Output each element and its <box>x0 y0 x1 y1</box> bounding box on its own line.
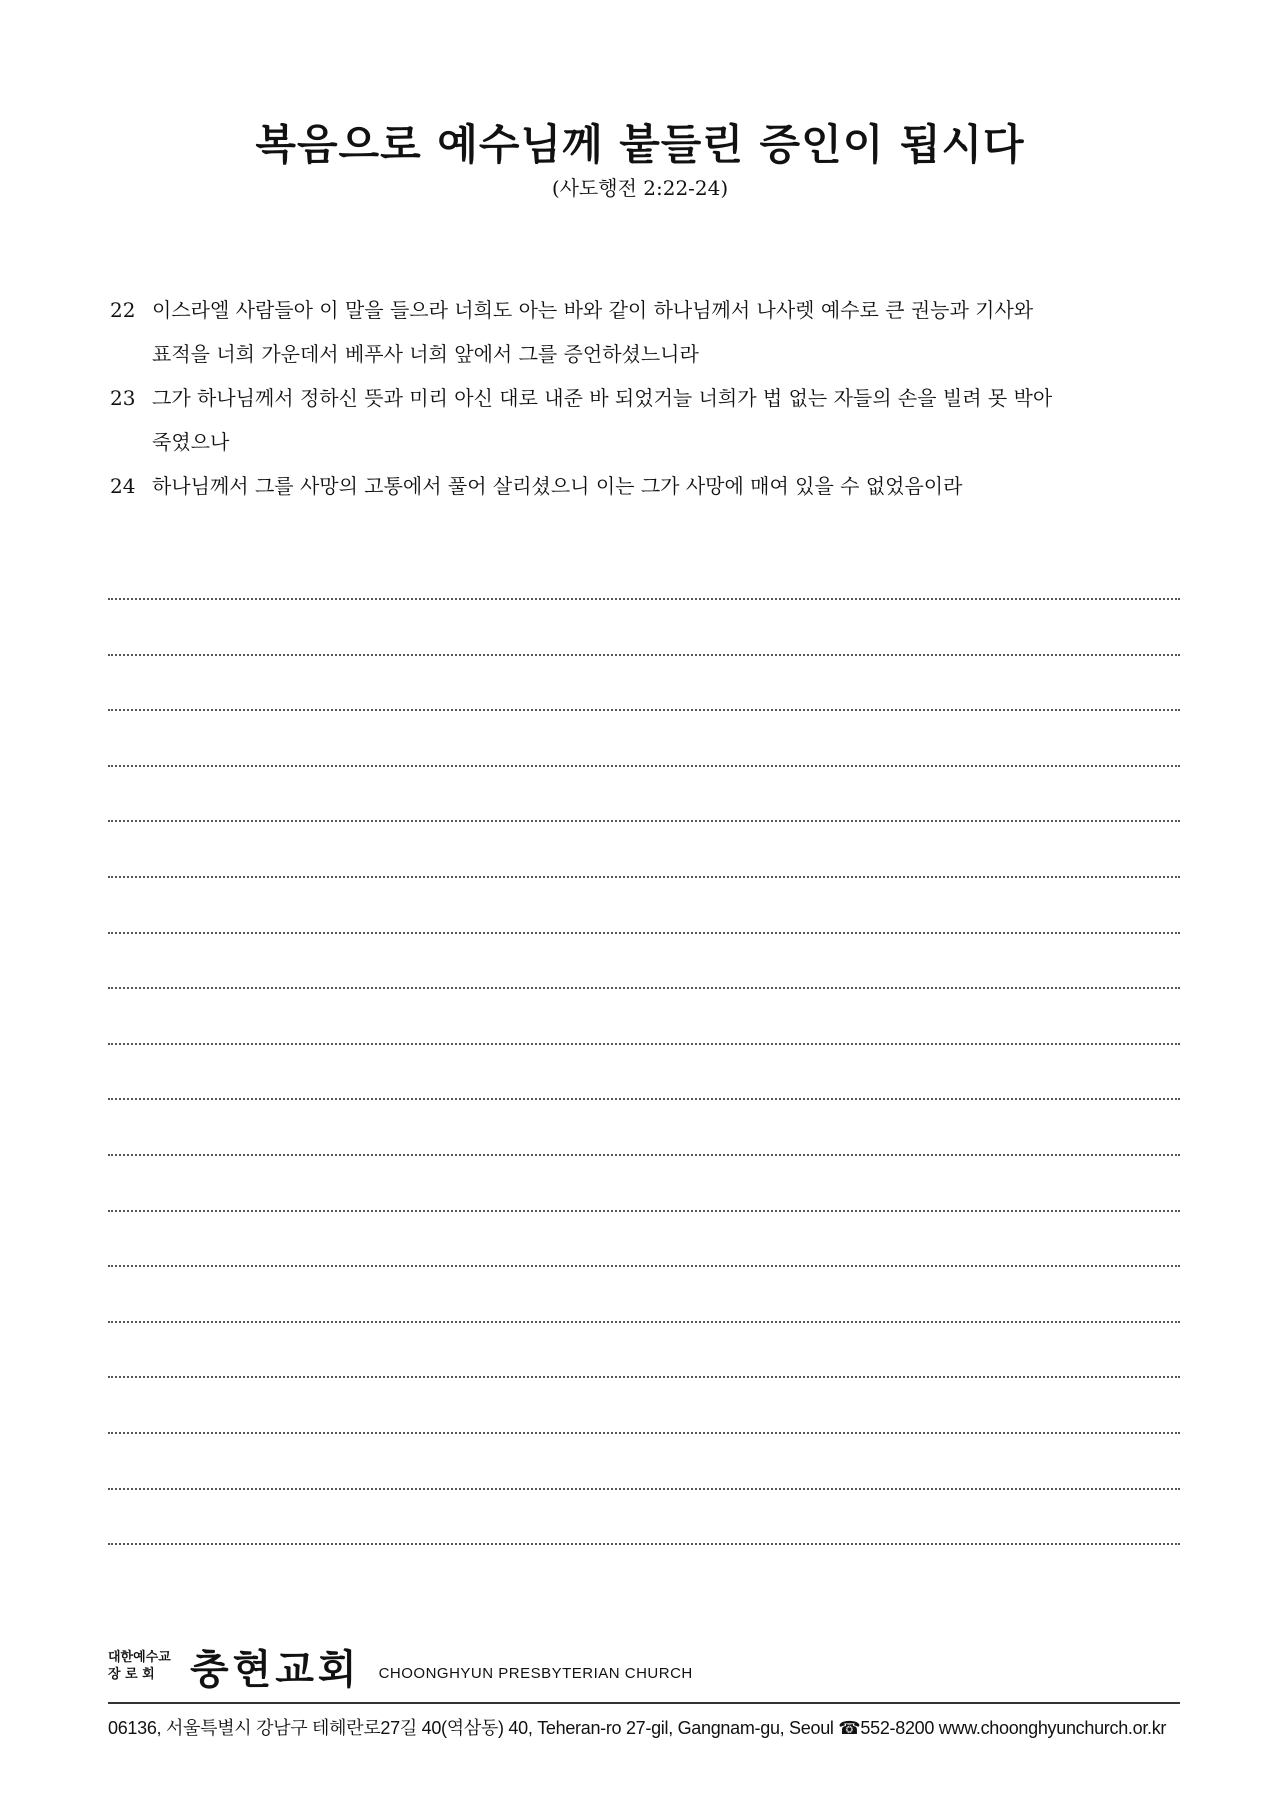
footer <box>108 1640 1180 1740</box>
logo-denomination-line1: 대한예수교 <box>108 1650 171 1665</box>
verse-23 <box>110 376 1180 464</box>
verse-text: 이스라엘 사람들아 이 말을 들으라 너희도 아는 바와 같이 하나님께서 나사렛 예수로 큰 권능과 기사와 <box>152 298 1034 322</box>
verse-number: 22 <box>110 298 136 322</box>
notes-area[interactable] <box>108 598 1180 1599</box>
note-line[interactable] <box>108 1043 1180 1045</box>
note-line[interactable] <box>108 987 1180 989</box>
note-line[interactable] <box>108 932 1180 934</box>
footer-divider <box>108 1702 1180 1704</box>
church-english-name: CHOONGHYUN PRESBYTERIAN CHURCH <box>378 1664 693 1682</box>
verse-text-continued: 죽였으나 <box>152 430 230 454</box>
note-line[interactable] <box>108 1543 1180 1545</box>
verse-number: 23 <box>110 386 136 410</box>
note-line[interactable] <box>108 1265 1180 1267</box>
note-line[interactable] <box>108 1376 1180 1378</box>
note-line[interactable] <box>108 709 1180 711</box>
logo-denomination-line2: 장 로 회 <box>108 1667 155 1682</box>
note-line[interactable] <box>108 1321 1180 1323</box>
note-line[interactable] <box>108 598 1180 600</box>
note-line[interactable] <box>108 765 1180 767</box>
note-line[interactable] <box>108 1432 1180 1434</box>
page-title: 복음으로 예수님께 붙들린 증인이 됩시다 <box>255 120 1025 169</box>
note-line[interactable] <box>108 1210 1180 1212</box>
note-line[interactable] <box>108 1488 1180 1490</box>
church-address: 06136, 서울특별시 강남구 테헤란로27길 40(역삼동) 40, Teheran-ro 27-gil, Gangnam-gu, Seoul ☎552-8200 www.choonghyunchurch.or.kr <box>108 1718 1167 1738</box>
verse-text: 하나님께서 그를 사망의 고통에서 풀어 살리셨으니 이는 그가 사망에 매여 있을 수 없었음이라 <box>152 474 963 498</box>
verse-24 <box>110 464 1180 508</box>
logo-church-name: 충현교회 <box>190 1645 361 1693</box>
verse-number: 24 <box>110 474 136 498</box>
scripture-reference: (사도행전 2:22-24) <box>551 176 729 200</box>
note-line[interactable] <box>108 1154 1180 1156</box>
note-line[interactable] <box>108 876 1180 878</box>
verse-22 <box>110 288 1180 376</box>
verse-list <box>110 288 1180 508</box>
church-logo <box>108 1640 1180 1692</box>
note-line[interactable] <box>108 820 1180 822</box>
verse-text-continued: 표적을 너희 가운데서 베푸사 너희 앞에서 그를 증언하셨느니라 <box>152 342 699 366</box>
note-line[interactable] <box>108 1098 1180 1100</box>
note-line[interactable] <box>108 654 1180 656</box>
verse-text: 그가 하나님께서 정하신 뜻과 미리 아신 대로 내준 바 되었거늘 너희가 법 없는 자들의 손을 빌려 못 박아 <box>152 386 1053 410</box>
